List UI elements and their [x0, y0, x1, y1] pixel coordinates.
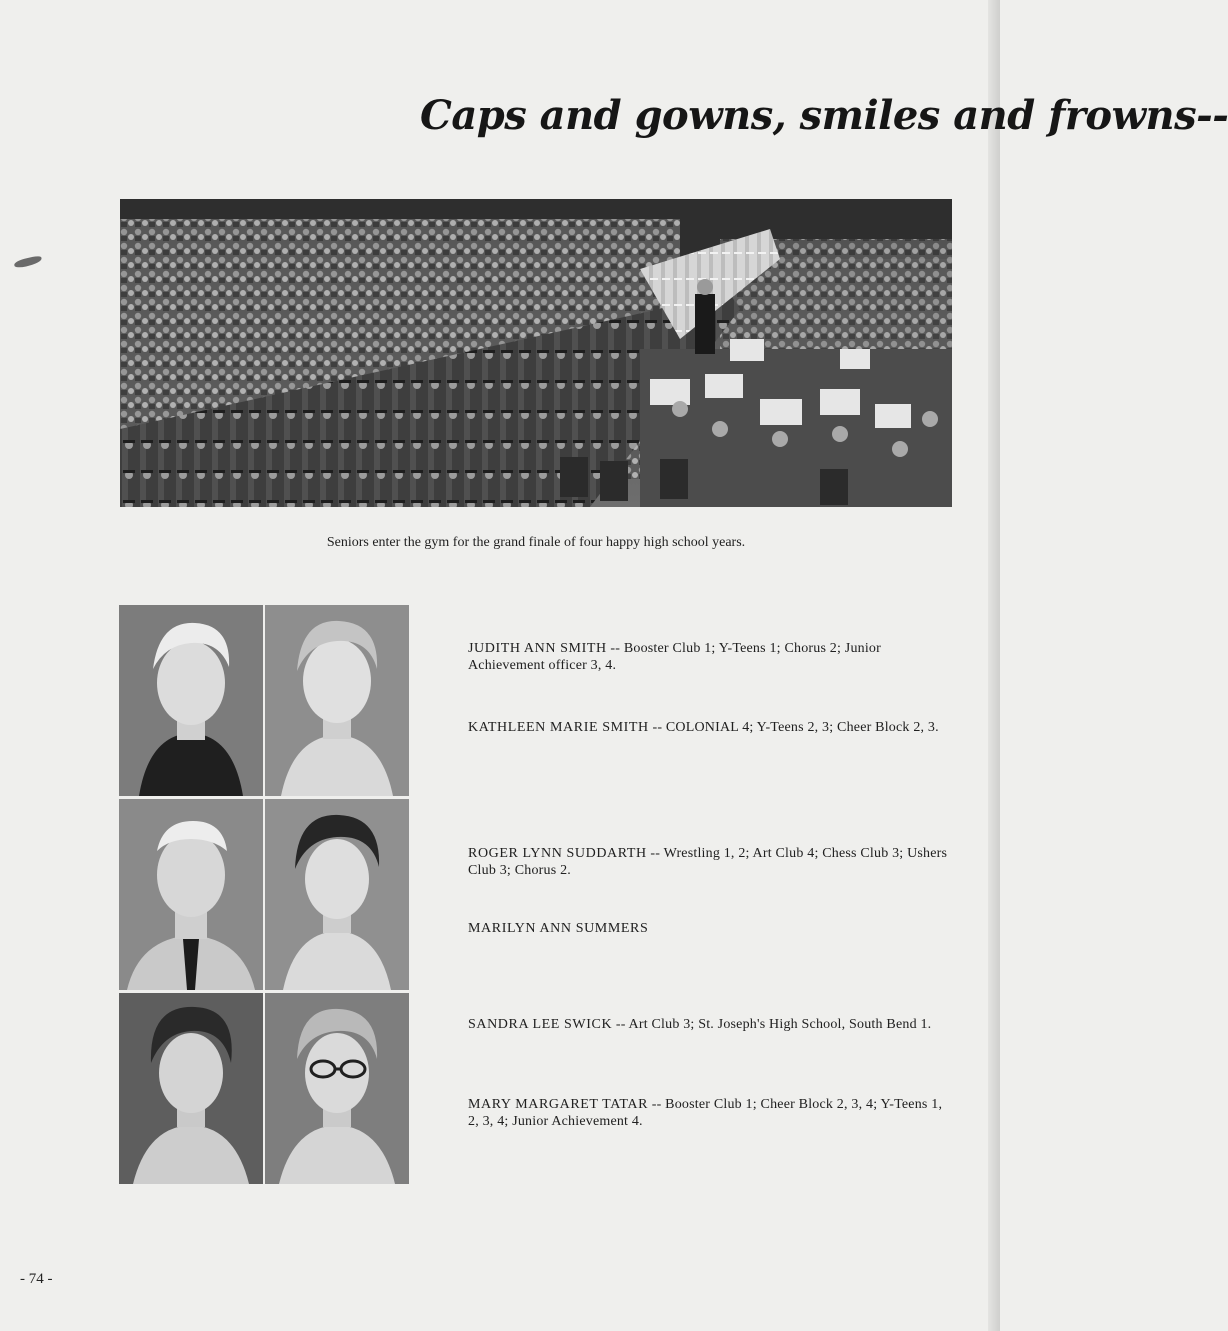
senior-name: JUDITH ANN SMITH	[468, 641, 607, 656]
senior-activities: -- Art Club 3; St. Joseph's High School, South Bend 1.	[612, 1017, 932, 1032]
portrait-photo	[119, 993, 263, 1184]
senior-bio	[468, 920, 953, 937]
senior-bio	[468, 1016, 953, 1033]
portrait-photo	[119, 605, 263, 796]
page-number: - 74 -	[20, 1271, 53, 1287]
senior-activities: -- Booster Club 1; Cheer Block 2, 3, 4; Y-Teens 1, 2, 3, 4; Junior Achievement 4.	[468, 1097, 943, 1129]
senior-name: MARY MARGARET TATAR	[468, 1097, 649, 1112]
portrait-photo	[265, 799, 409, 990]
senior-name: KATHLEEN MARIE SMITH	[468, 720, 649, 735]
page-binding-edge	[988, 0, 1000, 1331]
senior-activities: -- Wrestling 1, 2; Art Club 4; Chess Club 3; Ushers Club 3; Chorus 2.	[468, 846, 948, 878]
senior-name: ROGER LYNN SUDDARTH	[468, 846, 647, 861]
senior-name: SANDRA LEE SWICK	[468, 1017, 613, 1032]
senior-activities: -- COLONIAL 4; Y-Teens 2, 3; Cheer Block 2, 3.	[648, 720, 939, 735]
senior-bio	[468, 719, 953, 736]
portrait-photo	[265, 993, 409, 1184]
senior-activities: -- Booster Club 1; Y-Teens 1; Chorus 2; Junior Achievement officer 3, 4.	[468, 641, 881, 673]
portrait-photo	[265, 605, 409, 796]
senior-bio	[468, 845, 953, 879]
graduation-photo	[120, 199, 952, 507]
senior-bio	[468, 640, 953, 674]
portrait-photo	[119, 799, 263, 990]
senior-name: MARILYN ANN SUMMERS	[468, 921, 649, 936]
photo-caption: Seniors enter the gym for the grand finale of four happy high school years.	[326, 535, 746, 550]
page-title: Caps and gowns, smiles and frowns--	[420, 92, 1228, 139]
senior-bio	[468, 1096, 953, 1130]
margin-ink-mark	[13, 255, 42, 269]
